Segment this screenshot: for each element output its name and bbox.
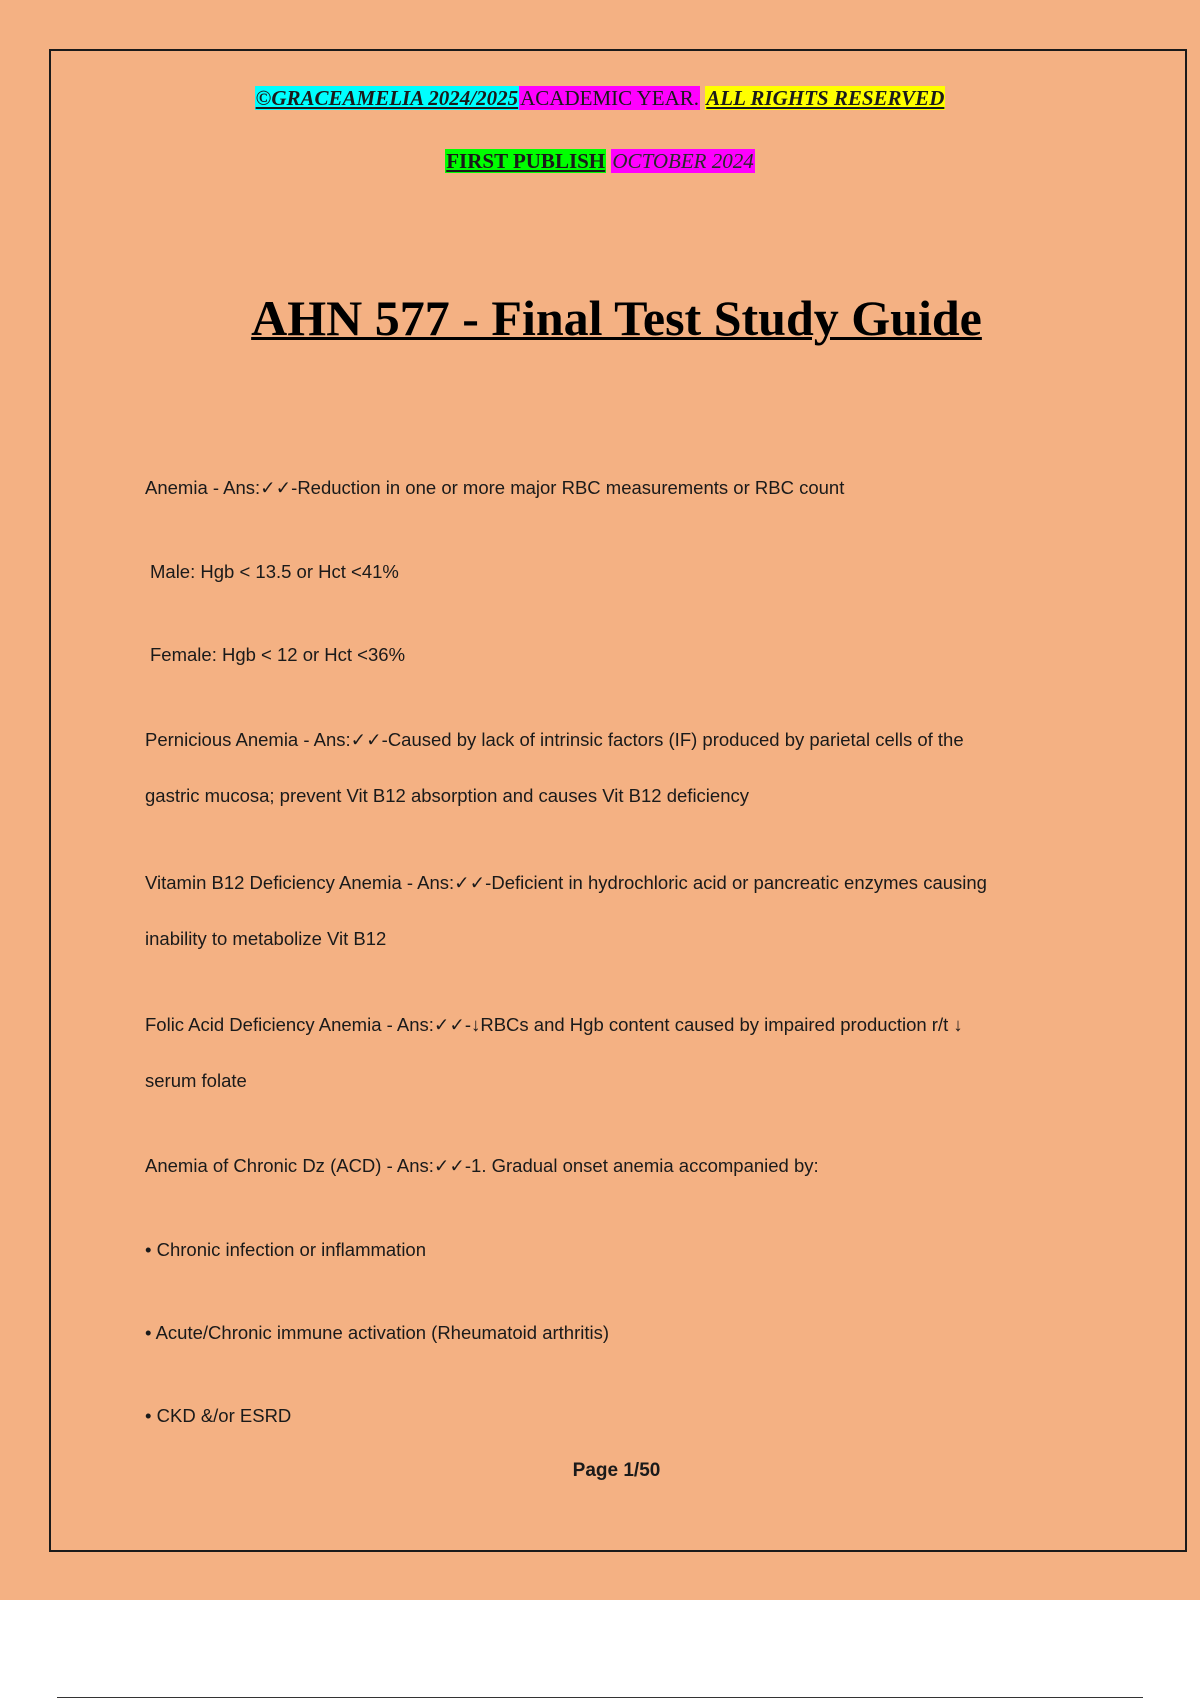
publish-header	[0, 148, 1200, 174]
paragraph-line: gastric mucosa; prevent Vit B12 absorption and causes Vit B12 deficiency	[145, 785, 749, 806]
paragraph-line: Pernicious Anemia - Ans:✓✓-Caused by lack of intrinsic factors (IF) produced by parietal cells of the	[145, 729, 964, 750]
paragraph-line: Female: Hgb < 12 or Hct <36%	[150, 644, 406, 665]
paragraph-line: inability to metabolize Vit B12	[145, 928, 387, 949]
academic-year-text: ACADEMIC YEAR.	[520, 86, 700, 110]
bullet-item: • CKD &/or ESRD	[145, 1405, 292, 1426]
bullet-item: • Acute/Chronic immune activation (Rheumatoid arthritis)	[145, 1322, 610, 1343]
paragraph-line: Folic Acid Deficiency Anemia - Ans:✓✓-↓RBCs and Hgb content caused by impaired production r/t ↓	[145, 1014, 963, 1035]
publish-date-text: OCTOBER 2024	[612, 149, 754, 173]
document-title: AHN 577 - Final Test Study Guide	[251, 290, 982, 346]
paragraph-line: Male: Hgb < 13.5 or Hct <41%	[150, 561, 399, 582]
copyright-text: ©GRACEAMELIA 2024/2025	[255, 86, 519, 110]
paragraph-line: serum folate	[145, 1070, 247, 1091]
first-publish-text: FIRST PUBLISH	[446, 149, 606, 173]
paragraph-line: Anemia of Chronic Dz (ACD) - Ans:✓✓-1. Gradual onset anemia accompanied by:	[145, 1155, 819, 1176]
footer-divider	[57, 1697, 1143, 1698]
rights-reserved-text: ALL RIGHTS RESERVED	[706, 86, 945, 110]
page-number: Page 1/50	[572, 1460, 661, 1481]
paragraph-line: Anemia - Ans:✓✓-Reduction in one or more major RBC measurements or RBC count	[145, 477, 845, 498]
copyright-header	[0, 85, 1200, 111]
paragraph-line: Vitamin B12 Deficiency Anemia - Ans:✓✓-Deficient in hydrochloric acid or pancreatic enzymes causing	[145, 872, 987, 893]
bullet-item: • Chronic infection or inflammation	[145, 1239, 427, 1260]
